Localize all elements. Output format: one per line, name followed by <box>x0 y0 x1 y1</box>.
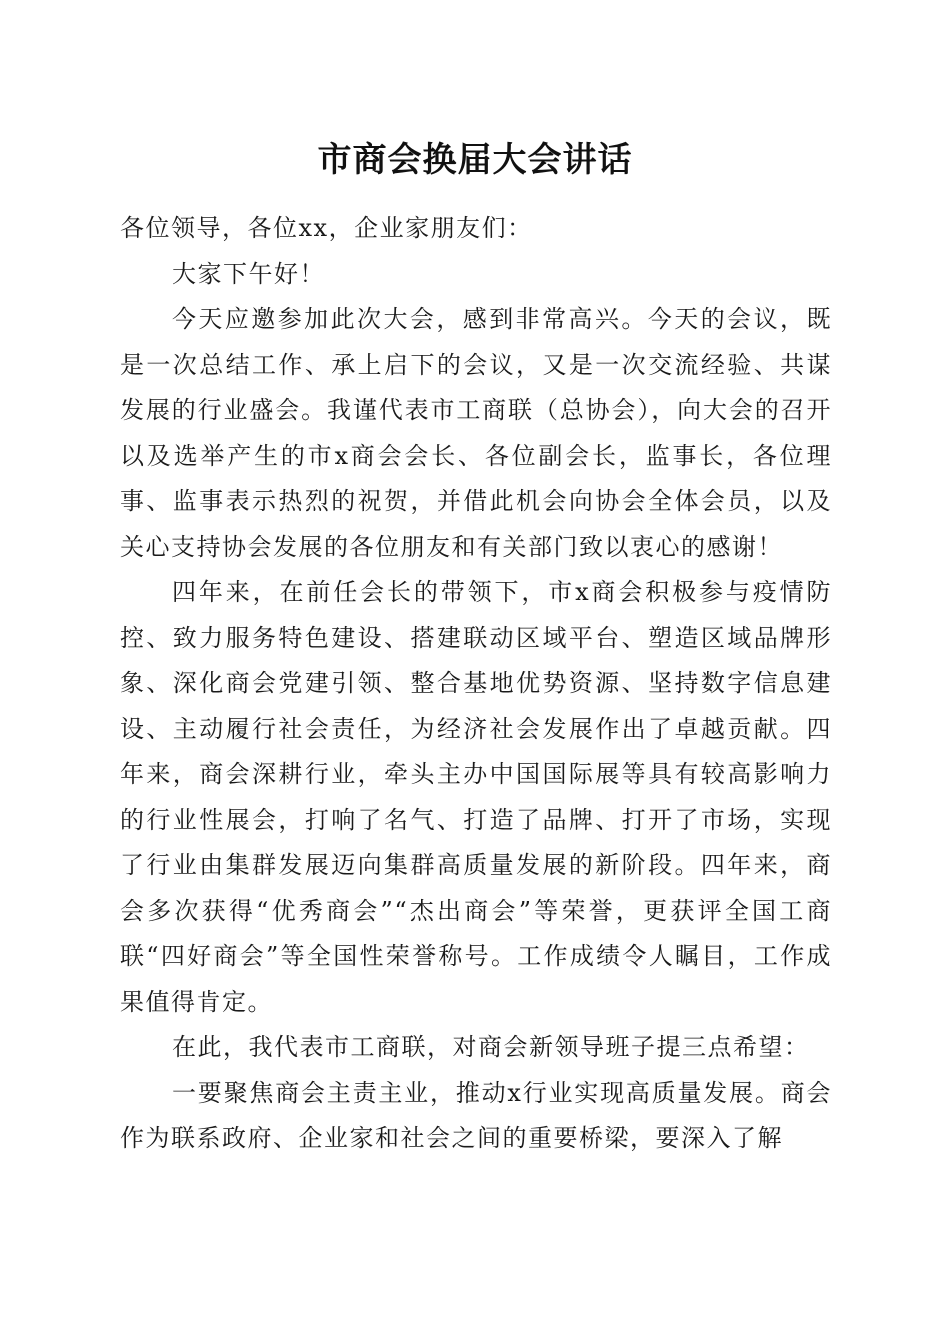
first-hope-paragraph: 一要聚焦商会主责主业，推动x行业实现高质量发展。商会作为联系政府、企业家和社会之间的重要桥梁，要深入了解 <box>120 1078 832 1152</box>
document-body <box>120 206 832 1162</box>
page-title: 市商会换届大会讲话 <box>317 140 633 180</box>
salutation: 各位领导，各位xx，企业家朋友们： <box>120 214 533 242</box>
opening-paragraph: 今天应邀参加此次大会，感到非常高兴。今天的会议，既是一次总结工作、承上启下的会议，又是一次交流经验、共谋发展的行业盛会。我谨代表市工商联（总协会），向大会的召开以及选举产生的市x商会会长、各位副会长，监事长，各位理事、监事表示热烈的祝贺，并借此机会向协会全体会员，以及关心支持协会发展的各位朋友和有关部门致以衷心的感谢！ <box>120 305 832 561</box>
achievements-paragraph: 四年来，在前任会长的带领下，市x商会积极参与疫情防控、致力服务特色建设、搭建联动区域平台、塑造区域品牌形象、深化商会党建引领、整合基地优势资源、坚持数字信息建设、主动履行社会责任，为经济社会发展作出了卓越贡献。四年来，商会深耕行业，牵头主办中国国际展等具有较高影响力的行业性展会，打响了名气、打造了品牌、打开了市场，实现了行业由集群发展迈向集群高质量发展的新阶段。四年来，商会多次获得“优秀商会”“杰出商会”等荣誉，更获评全国工商联“四好商会”等全国性荣誉称号。工作成绩令人瞩目，工作成果值得肯定。 <box>120 578 832 1016</box>
greeting-paragraph: 大家下午好！ <box>172 259 325 288</box>
hopes-intro-paragraph: 在此，我代表市工商联，对商会新领导班子提三点希望： <box>172 1033 810 1061</box>
